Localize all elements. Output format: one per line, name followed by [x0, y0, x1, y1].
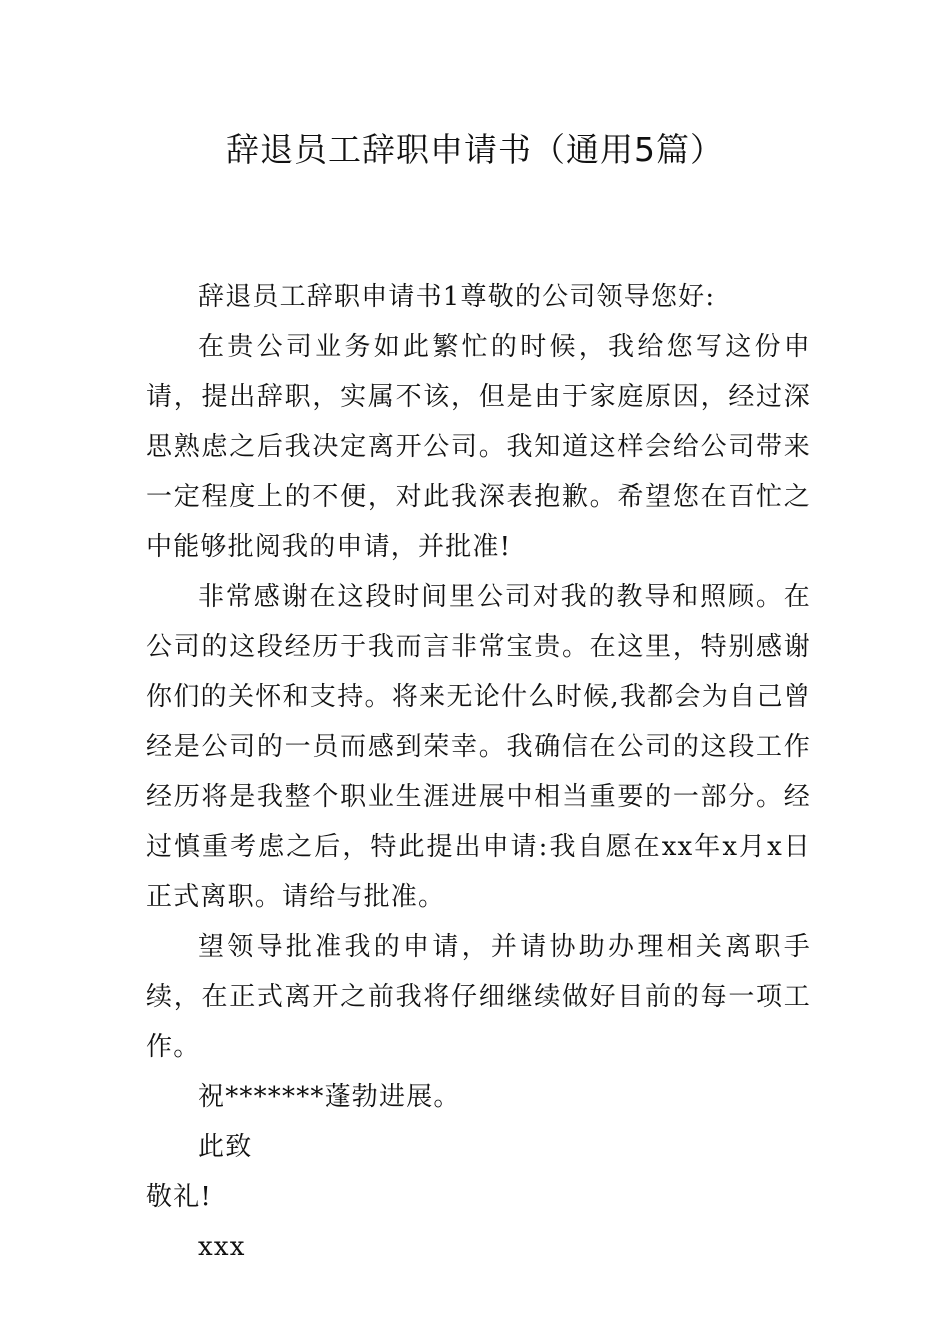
body-paragraph-1: 在贵公司业务如此繁忙的时候，我给您写这份申请，提出辞职，实属不该，但是由于家庭原因，经过深思熟虑之后我决定离开公司。我知道这样会给公司带来一定程度上的不便，对此我深表抱歉。希望您在百忙之中能够批阅我的申请，并批准!	[146, 332, 811, 562]
body-paragraph-2: 非常感谢在这段时间里公司对我的教导和照顾。在公司的这段经历于我而言非常宝贵。在这里，特别感谢你们的关怀和支持。将来无论什么时候,我都会为自己曾经是公司的一员而感到荣幸。我确信在公司的这段工作经历将是我整个职业生涯进展中相当重要的一部分。经过慎重考虑之后，特此提出申请:我自愿在xx年x月x日正式离职。请给与批准。	[146, 582, 811, 912]
wish-line: 祝*******蓬勃进展。	[198, 1082, 461, 1112]
closing-line: 此致	[198, 1132, 253, 1162]
document-title: 辞退员工辞职申请书（通用5篇）	[226, 130, 724, 169]
signature-line: xxx	[198, 1232, 246, 1262]
regards-line: 敬礼!	[146, 1182, 213, 1212]
document-body	[146, 272, 811, 1272]
body-paragraph-3: 望领导批准我的申请，并请协助办理相关离职手续，在正式离开之前我将仔细继续做好目前的每一项工作。	[146, 932, 811, 1062]
salutation-paragraph: 辞退员工辞职申请书1尊敬的公司领导您好:	[198, 282, 716, 312]
